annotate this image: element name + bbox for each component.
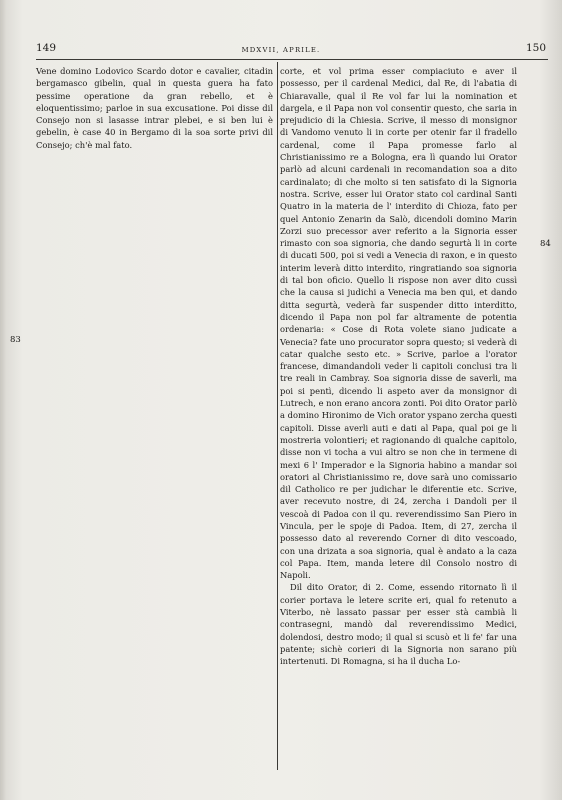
column-divider: [277, 62, 278, 770]
paragraph: Vene domino Lodovico Scardo dotor e cavalier, citadin bergamasco gibelin, qual in questa guera ha fato pessime operatione da gran rebello, et è eloquentissimo; parloe in sua excusatione. Poi disse dil Consejo non si lasasse intrar plebei, e si ben lui è gebelin, è case 40 in Bergamo di la soa sorte privi dil Consejo; ch'è mal fato.: [36, 66, 273, 150]
running-header: MDXVII, APRILE.: [241, 46, 321, 54]
paragraph: Dil dito Orator, di 2. Come, essendo ritornato lì il corier portava le letere scrite eri, qual fo retenuto a Viterbo, nè lassato passar per esser stà cambià li contrasegni, mandò dal reverendissimo Medici, dolendosi, destro modo; il qual si scusò et li fe' far una patente; sichè corieri di la Signoria non sarano più intertenuti. Di Romagna, si ha il ducha Lo-: [280, 582, 517, 667]
margin-number-right: 84: [540, 239, 551, 249]
paragraph: corte, et vol prima esser compiaciuto e aver il possesso, per il cardenal Medici, dal Re, di l'abatia di Chiaravalle, qual il Re vol far lui la nomination et dargela, e il Papa non vol consentir questo, che saria in prejudicio di la Chiesia. Scrive, il messo di monsignor di Vandomo venuto li in corte per otenir far il fradello cardenal, come il Papa promesse farlo al Christianissimo re a Bologna, era lì quando lui Orator parlò ad alcuni cardenali in recomandation soa a dito cardinalato; di che molto si ten satisfato di la Signoria nostra. Scrive, esser lui Orator stato col cardinal Santi Quatro in la materia de l' interdito di Chioza, fato per quel Antonio Zenarin da Salò, dicendoli domino Marin Zorzi suo precessor aver referito a la Signoria esser rimasto con soa signoria, che dando segurtà li in corte di ducati 500, poi si vedi a Venecia di raxon, e in questo interim leverà ditto interdito, ringratiando soa signoria di tal bon oficio. Quello li rispose non aver dito cussì che la causa si judichi a Venecia ma ben qui, et dando ditta segurtà, vederà far suspender ditto interditto, dicendo il Papa non pol far altramente de potentia ordenaria: « Cose di Rota volete siano judicate a Venecia? fate uno procurator sopra questo; si vederà di catar qualche sesto etc. » Scrive, parloe a l'orator francese, dimandandoli veder li capitoli conclusi tra li tre reali in Cambray. Soa signoria disse de saverli, ma poi si pentì, dicendo li aspeto aver da monsignor di Lutrech, e non erano ancora zonti. Poi dito Orator parlò a domino Hironimo de Vich orator yspano zercha questi capitoli. Disse averli auti e dati al Papa, qual poi ge li mostreria volontieri; et ragionando di qualche capitolo, disse non vi tocha a vui altro se non che in termene di mexi 6 l' Imperador e la Signoria habino a mandar soi oratori al Christianissimo re, dove sarà uno comissario dil Catholico re per judichar le diferentie etc. Scrive, aver recevuto nostre, di 24, zercha i Dandoli per il vescoà di Padoa con il qu. reverendissimo San Piero in Vincula, per le spoje di Padoa. Item, di 27, zercha il possesso dato al reverendo Corner di dito vescoado, con una drizata a soa signoria, qual è andato a la caza col Papa. Item, manda letere dil Consolo nostro di Napoli.: [280, 66, 517, 581]
page-number-right: 150: [526, 42, 547, 54]
page-number-left: 149: [36, 42, 57, 54]
page-edge-shadow: [0, 0, 6, 800]
right-text-column: [280, 65, 517, 668]
left-text-column: [36, 65, 273, 151]
header-rule: [36, 59, 548, 60]
margin-number-left: 83: [10, 335, 21, 345]
